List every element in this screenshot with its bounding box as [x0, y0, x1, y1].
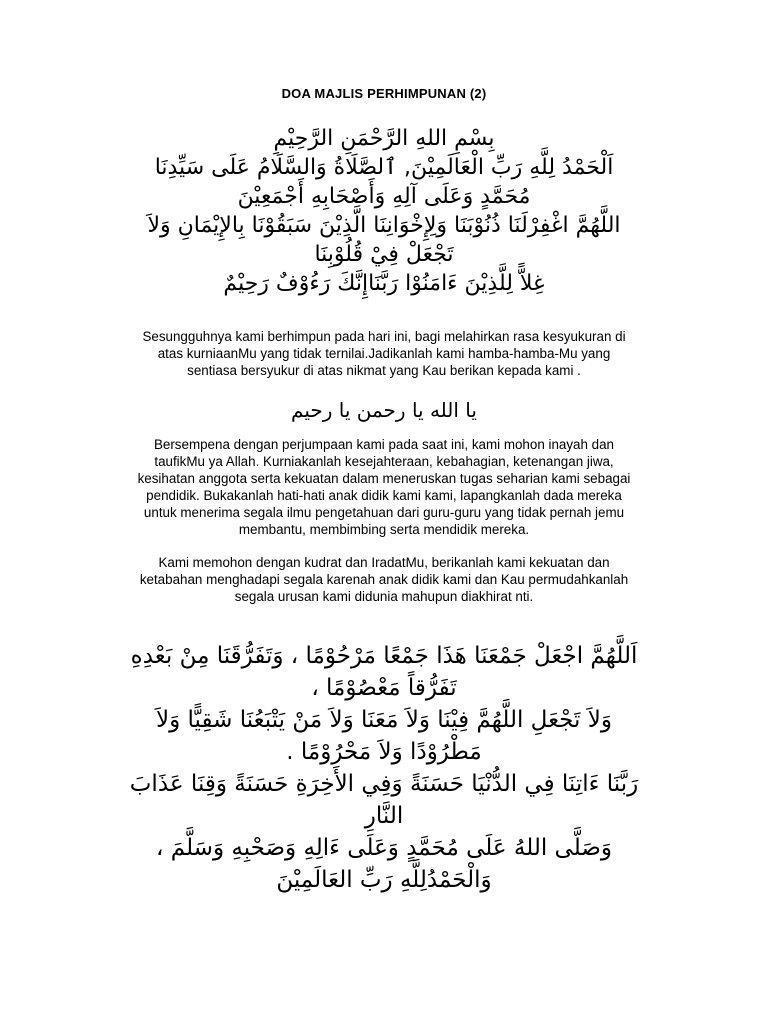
- arabic-line: وَصَلَّى اللهُ عَلَى مُحَمَّدٍ وَعَلَى ءَالِهِ وَصَحْبِهِ وَسَلَّمَ ،: [156, 835, 612, 861]
- paragraph-line: pendidik. Bukakanlah hati-hati anak didik kami kami, lapangkanlah dada mereka: [146, 488, 622, 503]
- malay-paragraph-request: [86, 436, 682, 538]
- malay-paragraph-gratitude: [86, 328, 682, 379]
- arabic-line: اَلْحَمْدُ لِلَّهِ رَبِّ الْعَالَمِيْنَ, ٱلصَّلَاةُ وَالسَّلَامُ عَلَى سَيِّدِنَا: [154, 155, 614, 180]
- arabic-line: غِلاًّ لِلَّذِيْنَ ءَامَنُوْا رَبَّنَاإِنَّكَ رَءُوْفٌ رَحِيْمٌ: [223, 271, 545, 296]
- arabic-closing-prayer: [90, 640, 678, 896]
- paragraph-line: Sesungguhnya kami berhimpun pada hari ini, bagi melahirkan rasa kesyukuran di: [142, 329, 626, 344]
- arabic-line: مُحَمَّدٍ وَعَلَى آلِهِ وَأَصْحَابِهِ أَجْمَعِيْنَ: [237, 184, 531, 209]
- arabic-line: تَفَرُّقاً مَعْصُوْمًا ،: [311, 675, 457, 701]
- paragraph-line: ketabahan menghadapi segala karenah anak didik kami dan Kau permudahkanlah: [139, 572, 629, 587]
- malay-paragraph-strength: [86, 554, 682, 605]
- arabic-invocation: [90, 396, 678, 424]
- arabic-line: اَللَّهُمَّ اجْعَلْ جَمْعَنَا هَذَا جَمْعًا مَرْحُوْمًا ، وَتَفَرُّقَنَا مِنْ بَعْدِهِ: [130, 643, 638, 669]
- paragraph-line: membantu, membimbing serta mendidik mereka.: [238, 522, 530, 537]
- paragraph-line: Bersempena dengan perjumpaan kami pada saat ini, kami mohon inayah dan: [153, 437, 615, 452]
- arabic-line: وَالْحَمْدُلِلَّهِ رَبِّ العَالَمِيْنَ: [276, 867, 492, 893]
- arabic-line: مَطْرُوْدًا وَلاَ مَحْرُوْمًا .: [286, 739, 482, 765]
- paragraph-line: taufikMu ya Allah. Kurniakanlah kesejahteraan, kebahagian, ketenangan jiwa,: [154, 454, 614, 469]
- arabic-line: النَّارِ: [364, 803, 404, 829]
- arabic-opening-prayer: [90, 124, 678, 298]
- paragraph-line: Kami memohon dengan kudrat dan IradatMu, berikanlah kami kekuatan dan: [158, 555, 610, 570]
- paragraph-line: sentiasa bersyukur di atas nikmat yang Kau berikan kepada kami .: [187, 363, 581, 378]
- arabic-line: اللَّهُمَّ اغْفِرْلَنَا ذُنُوْبَنَا وَلِإِخْوَانِنَا الَّذِيْنَ سَبَقُوْنَا بِالإِيْمَانِ وَلاَ: [147, 213, 621, 238]
- document-title: DOA MAJLIS PERHIMPUNAN (2): [281, 86, 487, 101]
- arabic-line: يا الله يا رحمن يا رحيم: [291, 398, 477, 422]
- arabic-line: تَجْعَلْ فِيْ قُلُوْبِنَا: [314, 242, 454, 267]
- paragraph-line: kesihatan anggota serta kekuatan dalam meneruskan tugas seharian kami sebagai: [137, 471, 631, 486]
- paragraph-line: segala urusan kami didunia mahupun diakhirat nti.: [234, 589, 534, 604]
- paragraph-line: untuk menerima segala ilmu pengetahuan dari guru-guru yang tidak pernah jemu: [143, 505, 625, 520]
- arabic-line: رَبَّنَا ءَاتِنَا فِي الدُّنْيَا حَسَنَةً وَفِي الأَخِرَةِ حَسَنَةً وَقِنَا عَذَابَ: [129, 771, 639, 797]
- arabic-line: وَلاَ تَجْعَلِ اللَّهُمَّ فِيْنَا وَلاَ مَعَنَا وَلاَ مَنْ يَتْبَعُنَا شَقِيًّا وَلاَ: [156, 707, 612, 733]
- arabic-line: بِسْمِ اللهِ الرَّحْمَنِ الرَّحِيْمِ: [273, 126, 495, 151]
- paragraph-line: atas kurniaanMu yang tidak ternilai.Jadikanlah kami hamba-hamba-Mu yang: [157, 346, 611, 361]
